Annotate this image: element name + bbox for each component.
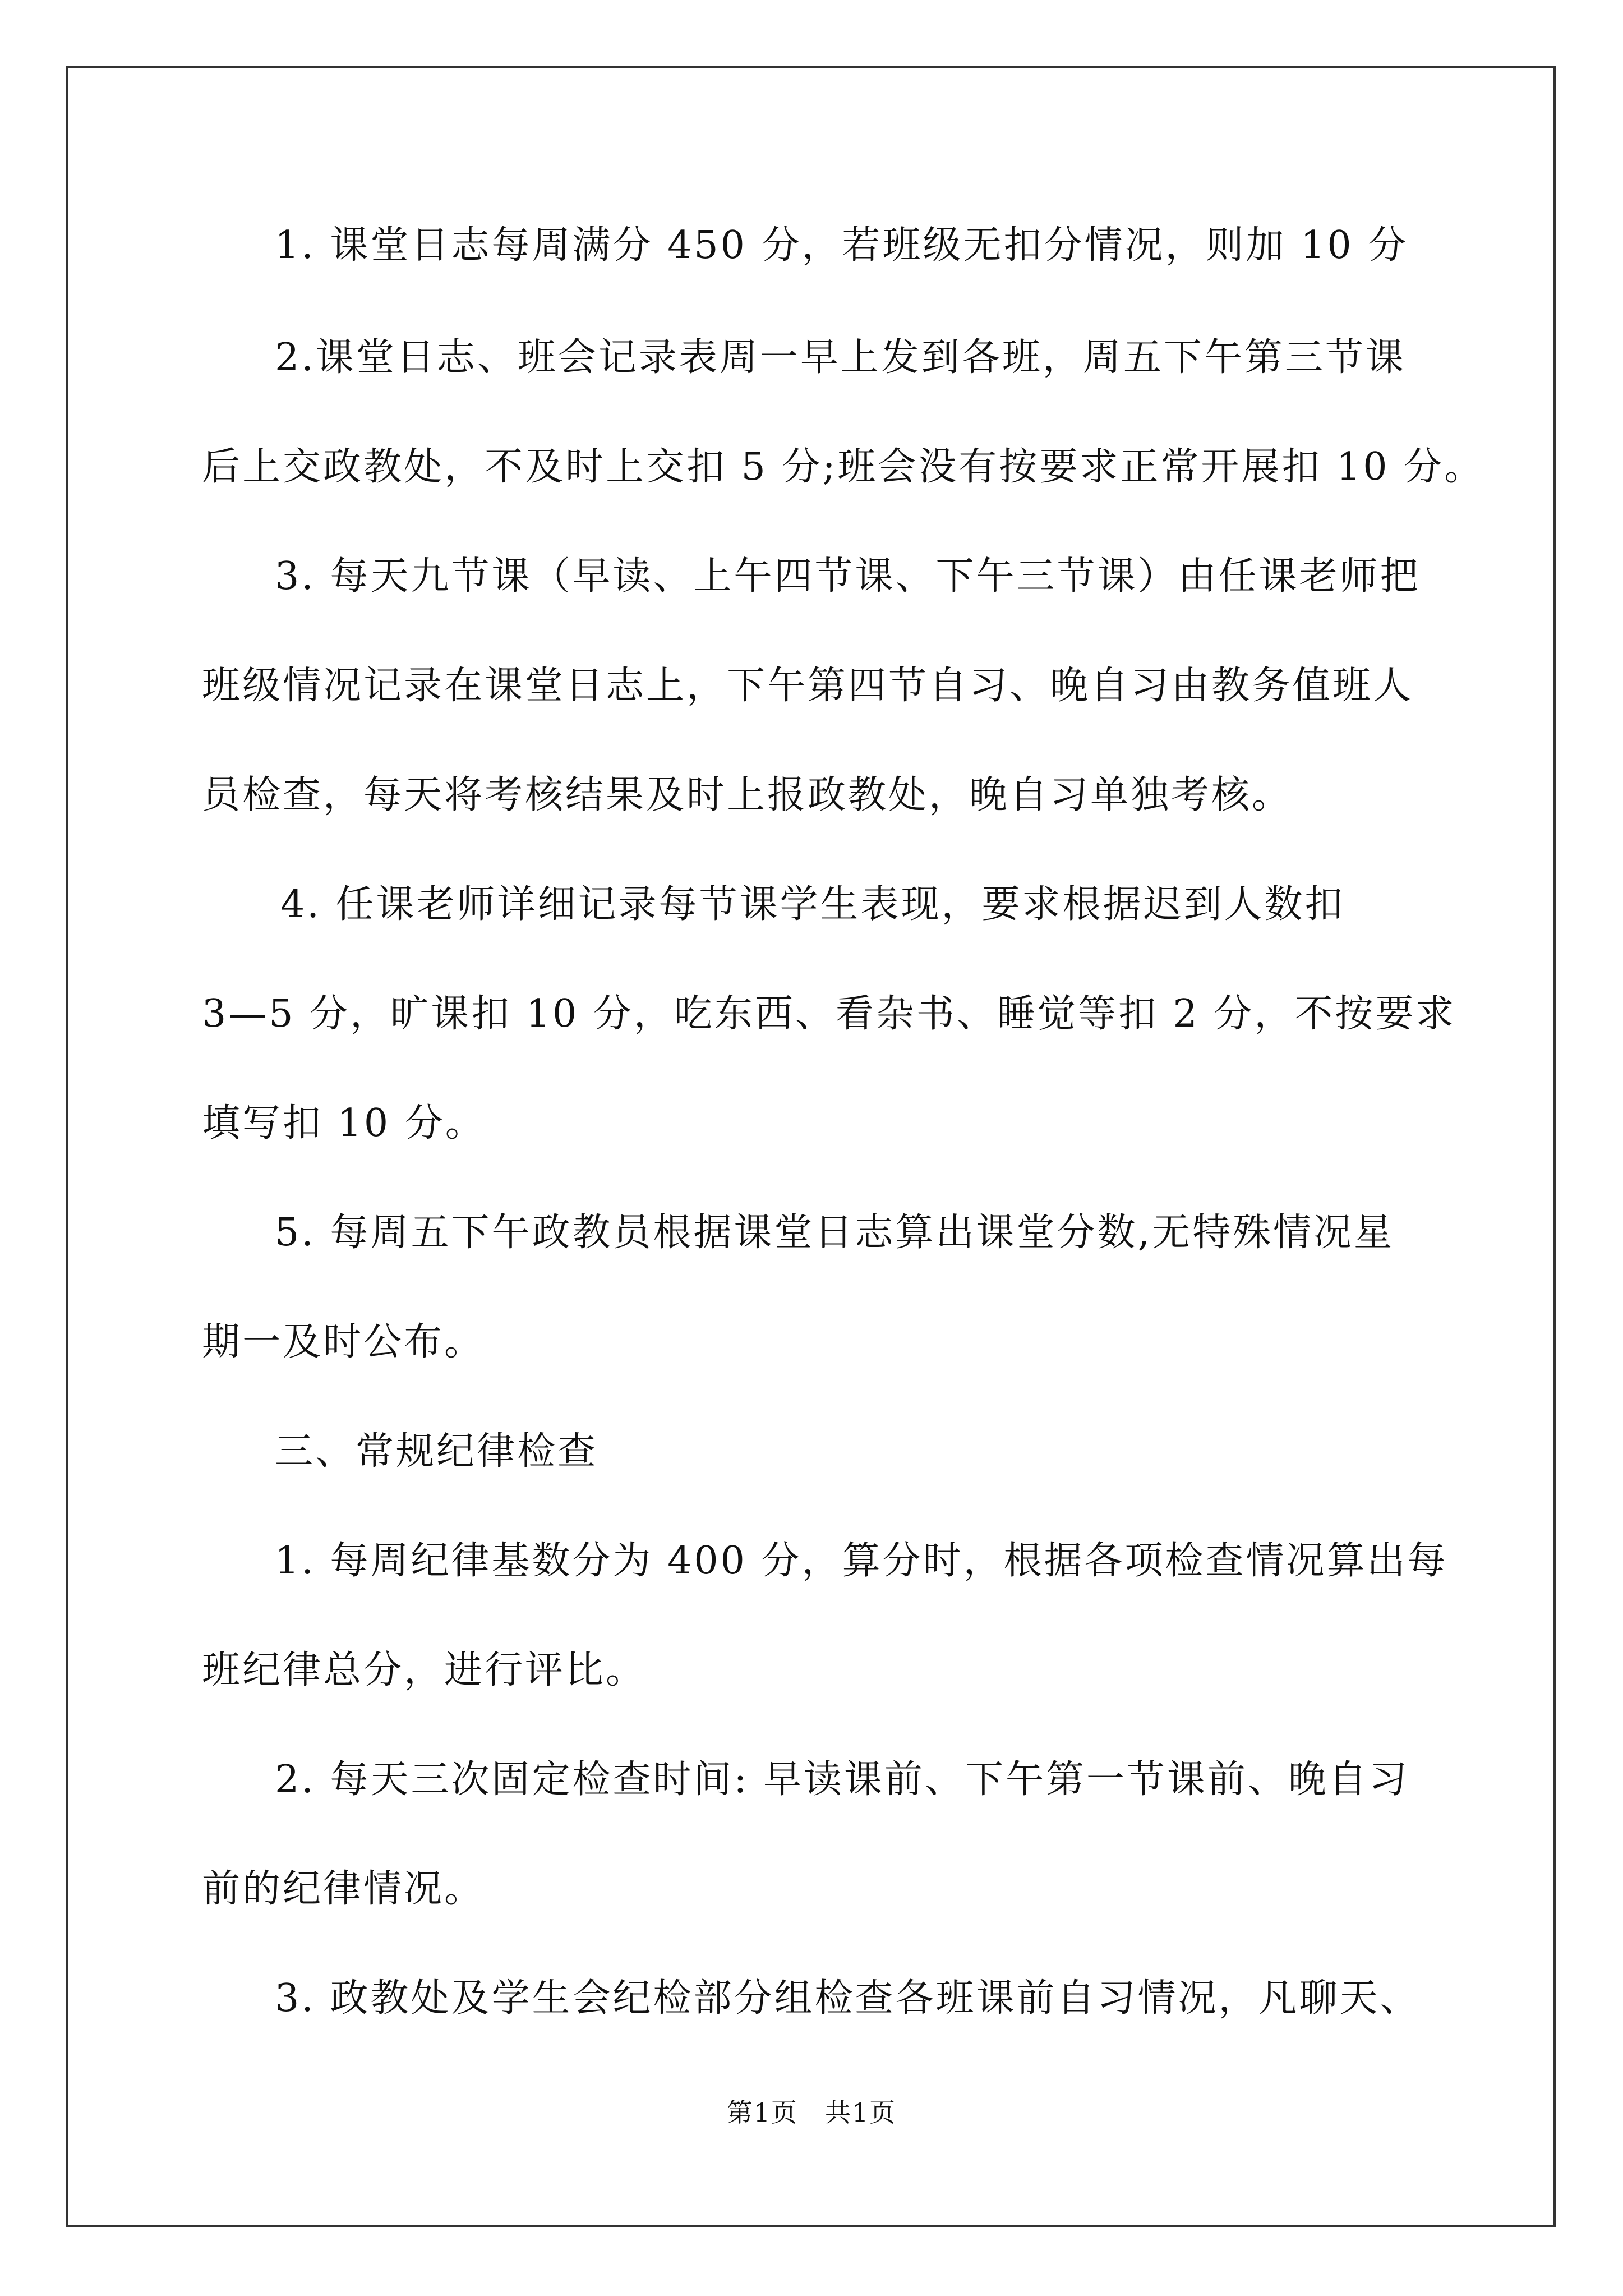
- paragraph-line: 期一及时公布。: [202, 1320, 485, 1364]
- paragraph-line: 3—5 分，旷课扣 10 分，吃东西、看杂书、睡觉等扣 2 分，不按要求: [202, 992, 1456, 1036]
- paragraph-line: 前的纪律情况。: [202, 1867, 485, 1911]
- paragraph-line: 班纪律总分，进行评比。: [202, 1648, 647, 1692]
- paragraph-line: 2. 每天三次固定检查时间: 早读课前、下午第一节课前、晚自习: [275, 1757, 1410, 1802]
- paragraph-line: 1. 课堂日志每周满分 450 分，若班级无扣分情况，则加 10 分: [275, 223, 1409, 268]
- paragraph-line: 3. 每天九节课（早读、上午四节课、下午三节课）由任课老师把: [275, 554, 1421, 599]
- paragraph-line: 5. 每周五下午政教员根据课堂日志算出课堂分数,无特殊情况星: [275, 1211, 1395, 1255]
- section-heading: 三、常规纪律检查: [275, 1429, 598, 1474]
- page-number-footer: 第1页 共1页: [726, 2097, 897, 2128]
- paragraph-line: 1. 每周纪律基数分为 400 分，算分时，根据各项检查情况算出每: [275, 1539, 1448, 1583]
- paragraph-line: 员检查，每天将考核结果及时上报政教处，晚自习单独考核。: [202, 773, 1293, 817]
- paragraph-line: 3. 政教处及学生会纪检部分组检查各班课前自习情况，凡聊天、: [275, 1976, 1421, 2021]
- paragraph-line: 4. 任课老师详细记录每节课学生表现，要求根据迟到人数扣: [280, 882, 1345, 927]
- paragraph-line: 后上交政教处，不及时上交扣 5 分;班会没有按要求正常开展扣 10 分。: [202, 445, 1485, 489]
- paragraph-line: 2.课堂日志、班会记录表周一早上发到各班，周五下午第三节课: [275, 335, 1406, 380]
- paragraph-line: 班级情况记录在课堂日志上，下午第四节自习、晚自习由教务值班人: [202, 664, 1414, 708]
- paragraph-line: 填写扣 10 分。: [202, 1101, 486, 1145]
